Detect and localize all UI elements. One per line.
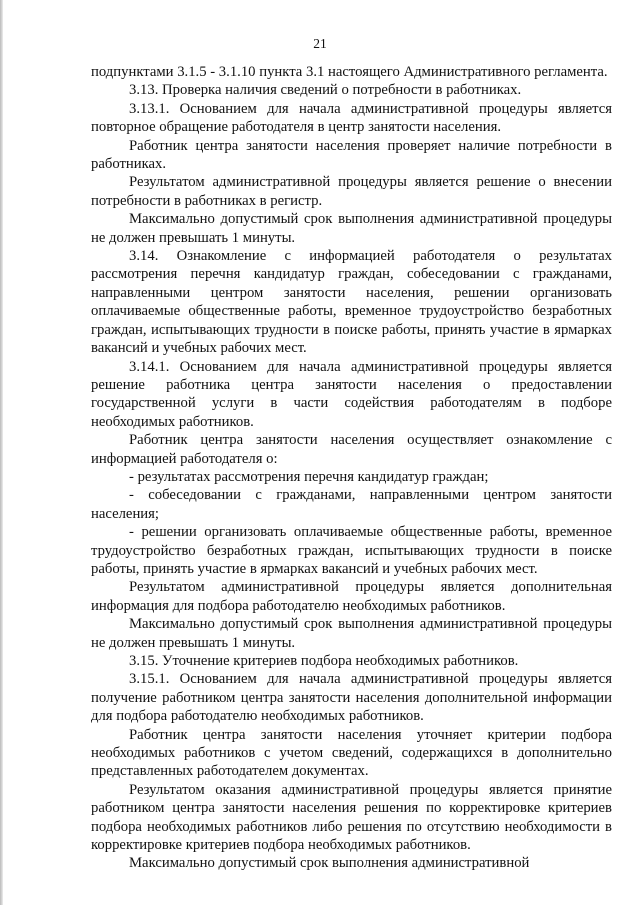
paragraph: - результатах рассмотрения перечня кандидатур граждан; <box>129 468 489 485</box>
paragraph: Результатом административной процедуры является дополнительная информация для подбора работодателю необходимых работников. <box>91 579 612 614</box>
paragraph: 3.13. Проверка наличия сведений о потребности в работниках. <box>129 82 522 99</box>
paragraph: 3.14. Ознакомление с информацией работодателя о результатах рассмотрения перечня кандидатур граждан, собеседовании с гражданами, направленными центром занятости населения, решении организовать оплачиваемые общественные работы, временное трудоустройство безработных граждан, испытывающих трудности в поиске работы, принять участие в ярмарках вакансий и учебных рабочих мест. <box>91 248 612 357</box>
document-body <box>91 63 612 873</box>
paragraph: Максимально допустимый срок выполнения административной процедуры не должен превышать 1 минуты. <box>91 211 612 246</box>
paragraph: Результатом административной процедуры является решение о внесении потребности в работниках в регистр. <box>91 174 612 209</box>
paragraph: Максимально допустимый срок выполнения административной <box>129 855 530 872</box>
paragraph: Работник центра занятости населения уточняет критерии подбора необходимых работников с учетом сведений, содержащихся в дополнительно представленных работодателем документах. <box>91 726 612 780</box>
paragraph: Результатом оказания административной процедуры является принятие работником центра занятости населения решения по корректировке критериев подбора необходимых работников либо решения по отсутствию необходимости в корректировке критериев подбора необходимых работников. <box>91 781 612 854</box>
paragraph: Работник центра занятости населения осуществляет ознакомление с информацией работодателя о: <box>91 432 612 467</box>
paragraph: - собеседовании с гражданами, направленными центром занятости населения; <box>91 487 612 522</box>
paragraph: Максимально допустимый срок выполнения административной процедуры не должен превышать 1 минуты. <box>91 616 612 651</box>
paragraph: 3.15. Уточнение критериев подбора необходимых работников. <box>129 653 519 669</box>
paragraph: Работник центра занятости населения проверяет наличие потребности в работниках. <box>91 137 612 173</box>
paragraph: 3.13.1. Основанием для начала административной процедуры является повторное обращение работодателя в центр занятости населения. <box>91 100 612 136</box>
paragraph: - решении организовать оплачиваемые общественные работы, временное трудоустройство безработных граждан, испытывающих трудности в поиске работы, принять участие в ярмарках вакансий и учебных рабочих мест. <box>91 524 612 577</box>
paragraph: 3.14.1. Основанием для начала административной процедуры является решение работника центра занятости населения о предоставлении государственной услуги в части содействия работодателям в подборе необходимых работников. <box>91 358 612 430</box>
paragraph: подпунктами 3.1.5 - 3.1.10 пункта 3.1 настоящего Административного регламента. <box>91 64 608 80</box>
scan-left-edge <box>0 0 3 905</box>
page-number: 21 <box>313 36 327 51</box>
paragraph: 3.15.1. Основанием для начала административной процедуры является получение работником центра занятости населения дополнительной информации для подбора работодателю необходимых работников. <box>91 671 612 725</box>
